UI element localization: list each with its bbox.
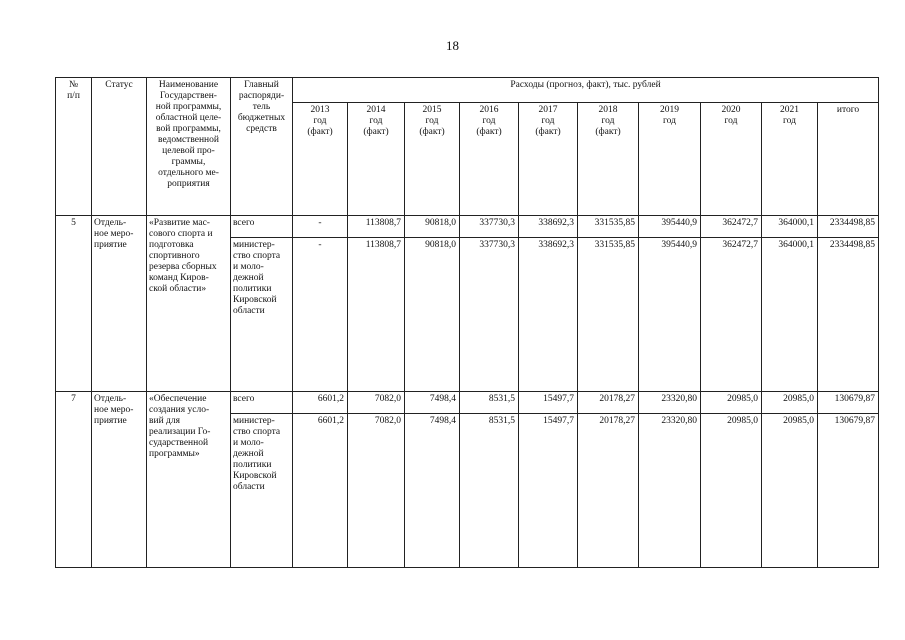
value-cell: 2334498,85 (818, 238, 879, 392)
header-year: 2015 год (факт) (405, 103, 460, 216)
row-manager: всего (231, 216, 293, 238)
value-cell: 362472,7 (701, 238, 762, 392)
value-cell: 395440,9 (639, 216, 701, 238)
value-cell: 23320,80 (639, 392, 701, 414)
value-cell: 90818,0 (405, 216, 460, 238)
row-manager: министер- ство спорта и моло- дежной политики Кировской области (231, 414, 293, 568)
header-name: Наименование Государствен- ной программы, областной целе- вой программы, ведомственной целевой про- граммы, отдельного ме- роприятия (147, 78, 231, 216)
header-row-1 (56, 78, 879, 103)
row-num: 5 (56, 216, 92, 392)
value-cell: 2334498,85 (818, 216, 879, 238)
value-cell: 90818,0 (405, 238, 460, 392)
value-cell: 20178,27 (578, 392, 639, 414)
header-year: 2013 год (факт) (293, 103, 348, 216)
header-year: 2019 год (639, 103, 701, 216)
row-status: Отдель- ное меро- приятие (92, 392, 147, 568)
page-number: 18 (446, 38, 459, 53)
header-year: 2018 год (факт) (578, 103, 639, 216)
row-manager: министер- ство спорта и моло- дежной политики Кировской области (231, 238, 293, 392)
table-row (56, 216, 879, 238)
value-cell: 130679,87 (818, 392, 879, 414)
value-cell: - (293, 238, 348, 392)
value-cell: 6601,2 (293, 414, 348, 568)
table-row (56, 392, 879, 414)
value-cell: 364000,1 (762, 216, 818, 238)
row-status: Отдель- ное меро- приятие (92, 216, 147, 392)
header-year: 2021 год (762, 103, 818, 216)
value-cell: 395440,9 (639, 238, 701, 392)
value-cell: 337730,3 (460, 216, 519, 238)
value-cell: 331535,85 (578, 216, 639, 238)
value-cell: 20178,27 (578, 414, 639, 568)
value-cell: 8531,5 (460, 392, 519, 414)
value-cell: 15497,7 (519, 414, 578, 568)
value-cell: 338692,3 (519, 216, 578, 238)
value-cell: 338692,3 (519, 238, 578, 392)
header-expenses-title: Расходы (прогноз, факт), тыс. рублей (293, 78, 879, 103)
row-num: 7 (56, 392, 92, 568)
header-year: 2014 год (факт) (348, 103, 405, 216)
value-cell: 15497,7 (519, 392, 578, 414)
header-year: 2020 год (701, 103, 762, 216)
value-cell: 7082,0 (348, 392, 405, 414)
value-cell: 20985,0 (701, 392, 762, 414)
value-cell: 20985,0 (762, 414, 818, 568)
value-cell: 7498,4 (405, 414, 460, 568)
value-cell: 130679,87 (818, 414, 879, 568)
value-cell: 331535,85 (578, 238, 639, 392)
value-cell: 7498,4 (405, 392, 460, 414)
value-cell: 337730,3 (460, 238, 519, 392)
header-year: 2017 год (факт) (519, 103, 578, 216)
budget-expenses-table (55, 77, 879, 568)
value-cell: 8531,5 (460, 414, 519, 568)
value-cell: 362472,7 (701, 216, 762, 238)
value-cell: 7082,0 (348, 414, 405, 568)
value-cell: 6601,2 (293, 392, 348, 414)
value-cell: 23320,80 (639, 414, 701, 568)
header-status: Статус (92, 78, 147, 216)
header-total: итого (818, 103, 879, 216)
header-year: 2016 год (факт) (460, 103, 519, 216)
row-name: «Развитие мас- сового спорта и подготовка спортивного резерва сборных команд Киров- ской области» (147, 216, 231, 392)
value-cell: - (293, 216, 348, 238)
value-cell: 113808,7 (348, 216, 405, 238)
row-manager: всего (231, 392, 293, 414)
value-cell: 113808,7 (348, 238, 405, 392)
header-num: № п/п (56, 78, 92, 216)
value-cell: 20985,0 (701, 414, 762, 568)
value-cell: 364000,1 (762, 238, 818, 392)
header-manager: Главный распоряди- тель бюджетных средств (231, 78, 293, 216)
row-name: «Обеспечение создания усло- вий для реализации Го- сударственной программы» (147, 392, 231, 568)
value-cell: 20985,0 (762, 392, 818, 414)
